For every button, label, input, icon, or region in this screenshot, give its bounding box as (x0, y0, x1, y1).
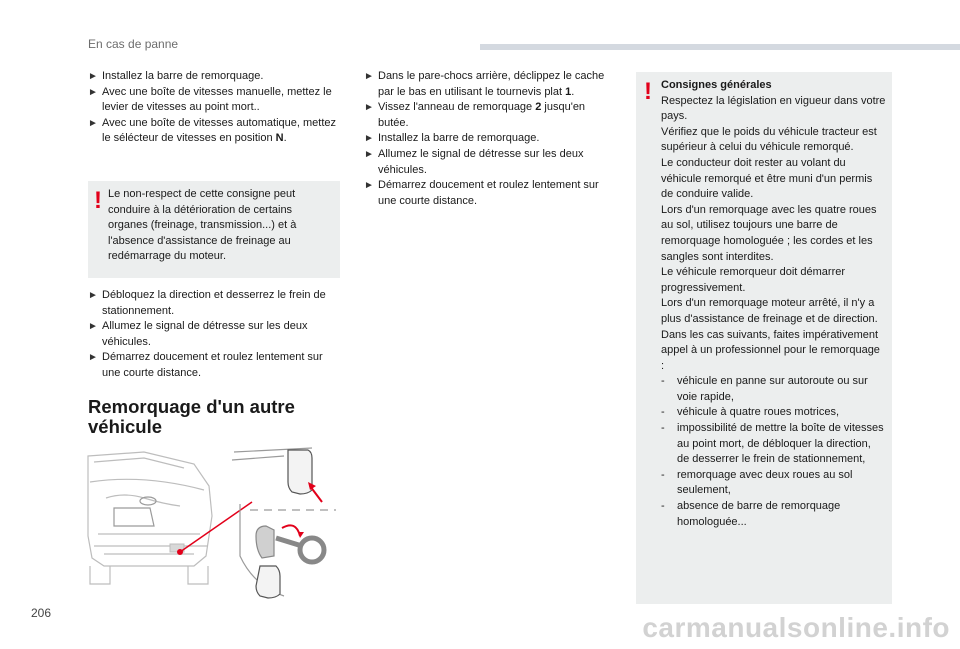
column-2-steps (364, 69, 616, 209)
step-text: Installez la barre de remorquage. (378, 132, 540, 145)
case-text: impossibilité de mettre la boîte de vitesses au point mort, de débloquer la direction, de desserrer le frein de stationnement, (677, 422, 884, 466)
case-item (661, 374, 886, 405)
step-text: Débloquez la direction et desserrez le frein de stationnement. (102, 289, 326, 317)
page-number: 206 (31, 606, 52, 620)
checkbox-icon: ► (88, 321, 98, 333)
checkbox-icon: ► (364, 102, 374, 114)
step-list-2 (88, 288, 340, 382)
checkbox-icon: ► (88, 117, 98, 129)
case-item (661, 468, 886, 499)
paragraph: Lors d'un remorquage avec les quatre roues au sol, utilisez toujours une barre de remorquage homologuée ; les cordes et les sangles sont interdites. (661, 203, 877, 263)
warning-icon: ! (644, 78, 652, 105)
checkbox-icon: ► (364, 133, 374, 145)
column-1-steps-2 (88, 288, 340, 382)
step-text: Démarrez doucement et roulez lentement sur une courte distance. (102, 351, 323, 379)
step-text: Démarrez doucement et roulez lentement sur une courte distance. (378, 179, 599, 207)
paragraph: Lors d'un remorquage moteur arrêté, il n'y a plus d'assistance de freinage et de direction. (661, 297, 878, 325)
paragraph: Respectez la législation en vigueur dans votre pays. (661, 94, 886, 123)
checkbox-icon: ► (88, 71, 98, 82)
step-item (364, 178, 616, 209)
case-text: remorquage avec deux roues au sol seulement, (677, 468, 853, 497)
checkbox-icon: ► (364, 148, 374, 160)
step-item (88, 85, 340, 116)
step-text: Dans le pare-chocs arrière, déclippez le cache par le bas en utilisant le tournevis plat 1. (378, 70, 605, 98)
paragraph: Vérifiez que le poids du véhicule tracteur est supérieur à celui du véhicule remorqué. (661, 125, 877, 154)
dash-bullet: - (661, 375, 665, 388)
checkbox-icon: ► (88, 86, 98, 98)
case-item (661, 405, 886, 421)
dash-bullet: - (661, 422, 665, 435)
warning-icon: ! (94, 187, 102, 214)
step-item (364, 100, 616, 131)
box-paragraphs (661, 94, 886, 375)
header-bar (480, 44, 960, 50)
warning-box (88, 181, 340, 278)
case-item (661, 499, 886, 530)
general-instructions-box (636, 72, 892, 604)
case-text: véhicule en panne sur autoroute ou sur voie rapide, (677, 375, 868, 403)
step-item (88, 116, 340, 147)
step-text: Allumez le signal de détresse sur les deux véhicules. (102, 320, 308, 348)
checkbox-icon: ► (364, 180, 374, 192)
step-item (88, 319, 340, 350)
step-item (364, 131, 616, 147)
car-rear-drawing (88, 452, 212, 584)
case-item (661, 421, 886, 468)
screw-hook (256, 526, 274, 558)
box-title: Consignes générales (661, 79, 772, 91)
step-list-1 (88, 69, 340, 147)
checkbox-icon: ► (364, 71, 374, 82)
step-text: Vissez l'anneau de remorquage 2 jusqu'en butée. (378, 101, 586, 129)
paragraph: Le véhicule remorqueur doit démarrer progressivement. (661, 266, 846, 294)
step-item (88, 288, 340, 319)
page-header-title: En cas de panne (88, 37, 179, 51)
paragraph: Le conducteur doit rester au volant du véhicule remorqué et être muni d'un permis de conduire valide. (661, 156, 873, 201)
step-list-3 (364, 69, 616, 209)
step-text: Avec une boîte de vitesses automatique, mettez le sélécteur de vitesses en position N. (102, 116, 336, 145)
tow-ring (300, 538, 324, 562)
warning-text: Le non-respect de cette consigne peut conduire à la détérioration de certains organes (freinage, transmission...) et à l'absence d'assistance de freinage au redémarrage du moteur. (108, 188, 297, 263)
checkbox-icon: ► (88, 352, 98, 364)
towing-illustration (84, 446, 340, 606)
watermark: carmanualsonline.info (642, 612, 950, 643)
cases-list (661, 374, 886, 530)
section-title: Remorquage d'un autre véhicule (88, 396, 295, 437)
step-text: Avec une boîte de vitesses manuelle, mettez le levier de vitesses au point mort.. (102, 85, 332, 114)
case-text: véhicule à quatre roues motrices, (677, 406, 840, 419)
dash-bullet: - (661, 468, 665, 481)
bumper-cover-top (288, 450, 312, 494)
bumper-cover-bottom (256, 566, 280, 598)
step-text: Installez la barre de remorquage. (102, 70, 264, 82)
step-item (364, 147, 616, 178)
paragraph: Dans les cas suivants, faites impérativement appel à un professionnel pour le remorquage : (661, 328, 880, 372)
step-text: Allumez le signal de détresse sur les deux véhicules. (378, 147, 584, 176)
case-text: absence de barre de remorquage homologuée... (677, 500, 841, 528)
checkbox-icon: ► (88, 290, 98, 301)
step-item (88, 350, 340, 381)
column-1-steps (88, 69, 340, 147)
step-item (364, 69, 616, 100)
step-item (88, 69, 340, 85)
dash-bullet: - (661, 406, 665, 419)
dash-bullet: - (661, 500, 665, 513)
